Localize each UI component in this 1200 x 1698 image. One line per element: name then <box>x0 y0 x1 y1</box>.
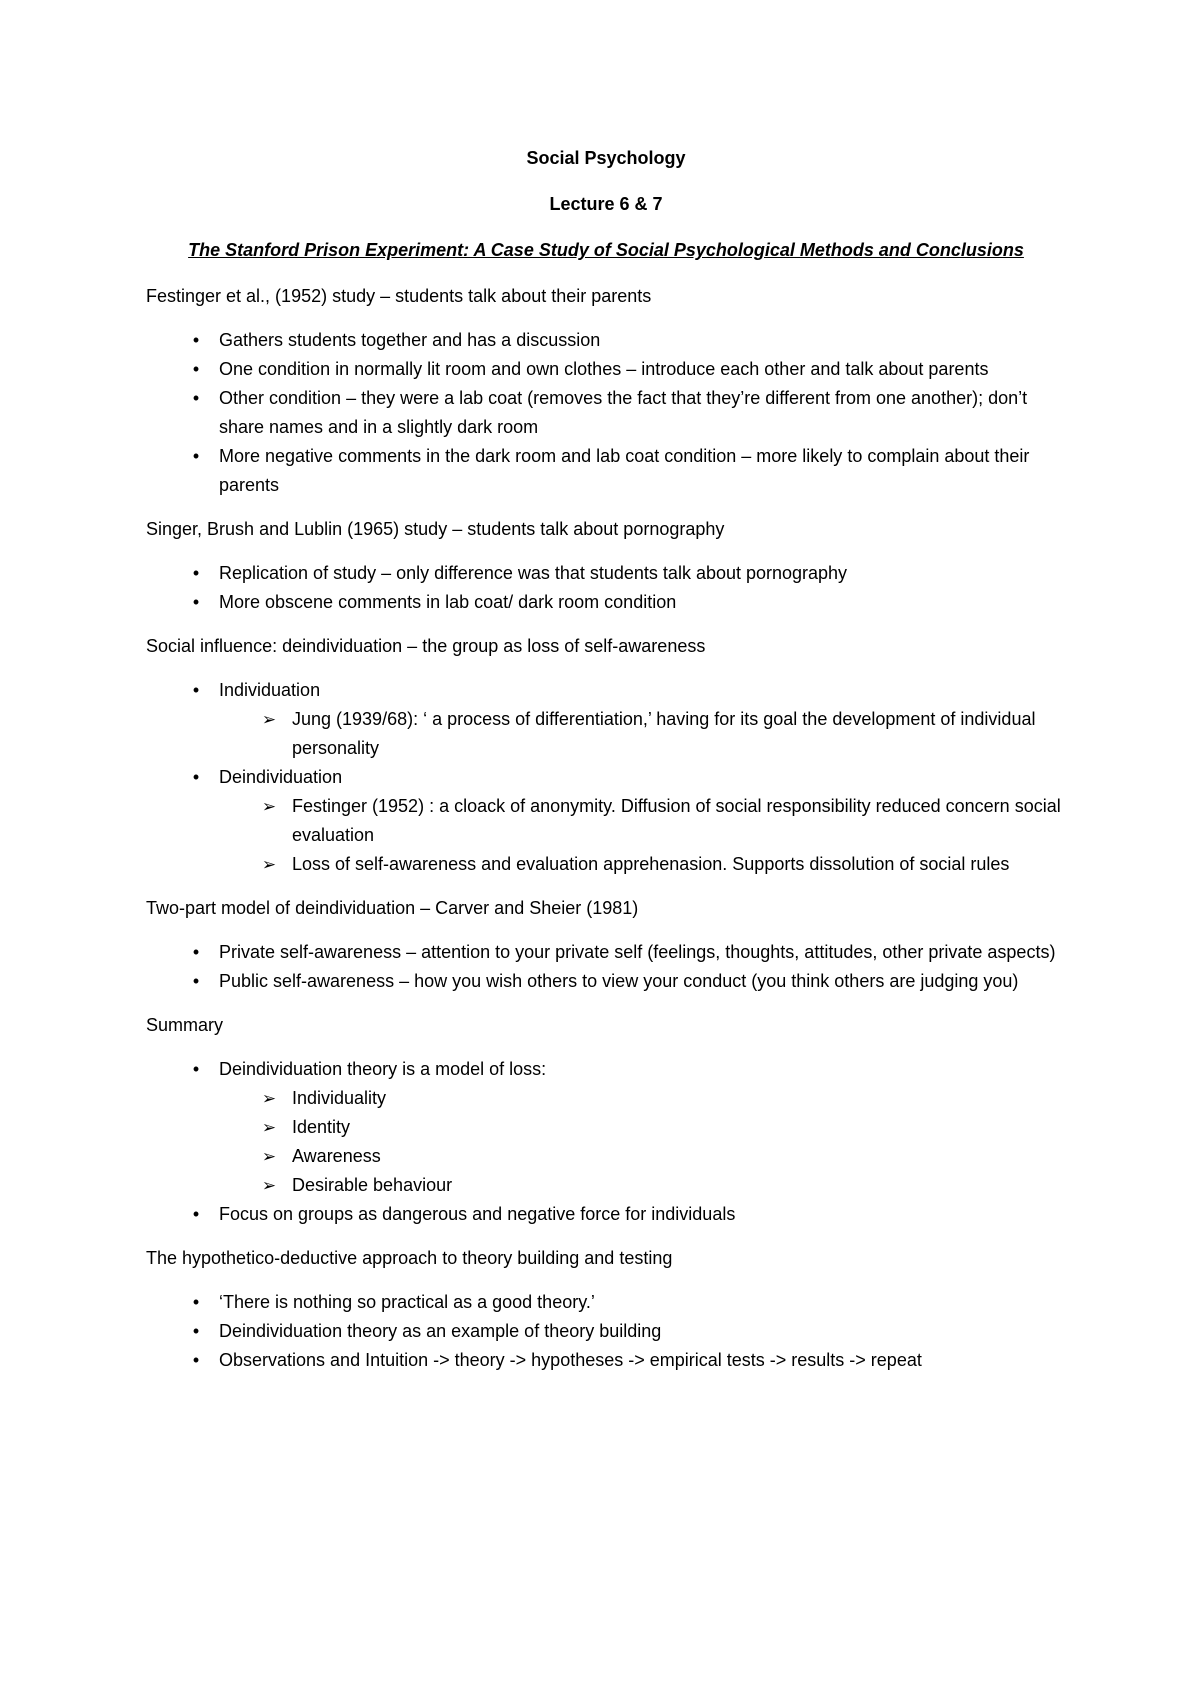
sub-list <box>219 705 1066 763</box>
sub-list-item-text: Awareness <box>292 1146 381 1166</box>
bullet-icon: • <box>192 767 200 787</box>
section-intro: Summary <box>146 1015 224 1035</box>
document-subtitle: Lecture 6 & 7 <box>549 194 663 214</box>
list-item <box>146 1200 1066 1229</box>
document-title: Social Psychology <box>526 148 686 168</box>
sub-list-item-text: Individuality <box>292 1088 387 1108</box>
bullet-list <box>146 938 1066 996</box>
arrow-bullet-icon: ➢ <box>261 855 277 874</box>
arrow-bullet-icon: ➢ <box>261 710 277 729</box>
arrow-bullet-icon: ➢ <box>261 1147 277 1166</box>
bullet-icon: • <box>192 1059 200 1079</box>
bullet-icon: • <box>192 359 200 379</box>
sub-list-item <box>219 792 1066 850</box>
sub-list-item <box>219 850 1066 879</box>
list-item <box>146 559 1066 588</box>
arrow-bullet-icon: ➢ <box>261 1118 277 1137</box>
list-item <box>146 442 1066 500</box>
list-item-text: Private self-awareness – attention to your private self (feelings, thoughts, attitudes, other private aspects) <box>219 942 1056 962</box>
list-item-text: Deindividuation <box>219 767 343 787</box>
list-item-text: Replication of study – only difference was that students talk about pornography <box>219 563 848 583</box>
document-heading: The Stanford Prison Experiment: A Case Study of Social Psychological Methods and Conclusions <box>188 240 1024 260</box>
bullet-list <box>146 559 1066 617</box>
list-item <box>146 588 1066 617</box>
sub-list-item-text: Identity <box>292 1117 351 1137</box>
list-item <box>146 967 1066 996</box>
sub-list-item <box>219 1171 1066 1200</box>
bullet-icon: • <box>192 971 200 991</box>
list-item <box>146 938 1066 967</box>
bullet-icon: • <box>192 1350 200 1370</box>
section-intro: The hypothetico-deductive approach to theory building and testing <box>146 1248 673 1268</box>
sub-list-item <box>219 1142 1066 1171</box>
section-intro: Two-part model of deindividuation – Carver and Sheier (1981) <box>146 898 639 918</box>
list-item-text: Observations and Intuition -> theory -> hypotheses -> empirical tests -> results -> repeat <box>219 1350 922 1370</box>
list-item-text: One condition in normally lit room and own clothes – introduce each other and talk about parents <box>219 359 989 379</box>
sub-list-item-text: Desirable behaviour <box>292 1175 453 1195</box>
bullet-icon: • <box>192 446 200 466</box>
list-item <box>146 384 1066 442</box>
arrow-bullet-icon: ➢ <box>261 1089 277 1108</box>
bullet-icon: • <box>192 942 200 962</box>
sub-list-item-text: Jung (1939/68): ‘ a process of differentiation,’ having for its goal the development of individual personality <box>292 709 1036 758</box>
bullet-list <box>146 1288 1066 1375</box>
list-item-text: Public self-awareness – how you wish others to view your conduct (you think others are judging you) <box>219 971 1019 991</box>
sub-list-item-text: Festinger (1952) : a cloack of anonymity. Diffusion of social responsibility reduced concern social evaluation <box>292 796 1061 845</box>
sub-list-item <box>219 1113 1066 1142</box>
bullet-icon: • <box>192 680 200 700</box>
sub-list-item <box>219 705 1066 763</box>
sub-list-item <box>219 1084 1066 1113</box>
sub-list-item-text: Loss of self-awareness and evaluation apprehenasion. Supports dissolution of social rules <box>292 854 1010 874</box>
bullet-icon: • <box>192 563 200 583</box>
list-item-text: Individuation <box>219 680 321 700</box>
bullet-icon: • <box>192 592 200 612</box>
list-item <box>146 355 1066 384</box>
bullet-list <box>146 326 1066 500</box>
list-item-text: Deindividuation theory is a model of loss: <box>219 1059 547 1079</box>
list-item <box>146 676 1066 763</box>
bullet-icon: • <box>192 388 200 408</box>
section-intro: Singer, Brush and Lublin (1965) study – students talk about pornography <box>146 519 725 539</box>
list-item <box>146 1288 1066 1317</box>
arrow-bullet-icon: ➢ <box>261 797 277 816</box>
list-item-text: Deindividuation theory as an example of theory building <box>219 1321 662 1341</box>
list-item <box>146 1055 1066 1200</box>
sub-list <box>219 792 1066 879</box>
arrow-bullet-icon: ➢ <box>261 1176 277 1195</box>
list-item <box>146 326 1066 355</box>
bullet-list <box>146 1055 1066 1229</box>
list-item-text: Other condition – they were a lab coat (removes the fact that they’re different from one another); don’t share names and in a slightly dark room <box>219 388 1028 437</box>
list-item-text: Gathers students together and has a discussion <box>219 330 601 350</box>
list-item-text: Focus on groups as dangerous and negative force for individuals <box>219 1204 736 1224</box>
list-item <box>146 763 1066 879</box>
list-item-text: More negative comments in the dark room and lab coat condition – more likely to complain about their parents <box>219 446 1030 495</box>
list-item-text: ‘There is nothing so practical as a good theory.’ <box>219 1292 595 1312</box>
section-intro: Social influence: deindividuation – the group as loss of self-awareness <box>146 636 706 656</box>
list-item <box>146 1346 1066 1375</box>
list-item <box>146 1317 1066 1346</box>
bullet-icon: • <box>192 1204 200 1224</box>
bullet-icon: • <box>192 330 200 350</box>
bullet-icon: • <box>192 1321 200 1341</box>
list-item-text: More obscene comments in lab coat/ dark room condition <box>219 592 677 612</box>
bullet-list <box>146 676 1066 879</box>
sub-list <box>219 1084 1066 1200</box>
document-content <box>146 144 1066 1390</box>
section-intro: Festinger et al., (1952) study – students talk about their parents <box>146 286 652 306</box>
bullet-icon: • <box>192 1292 200 1312</box>
